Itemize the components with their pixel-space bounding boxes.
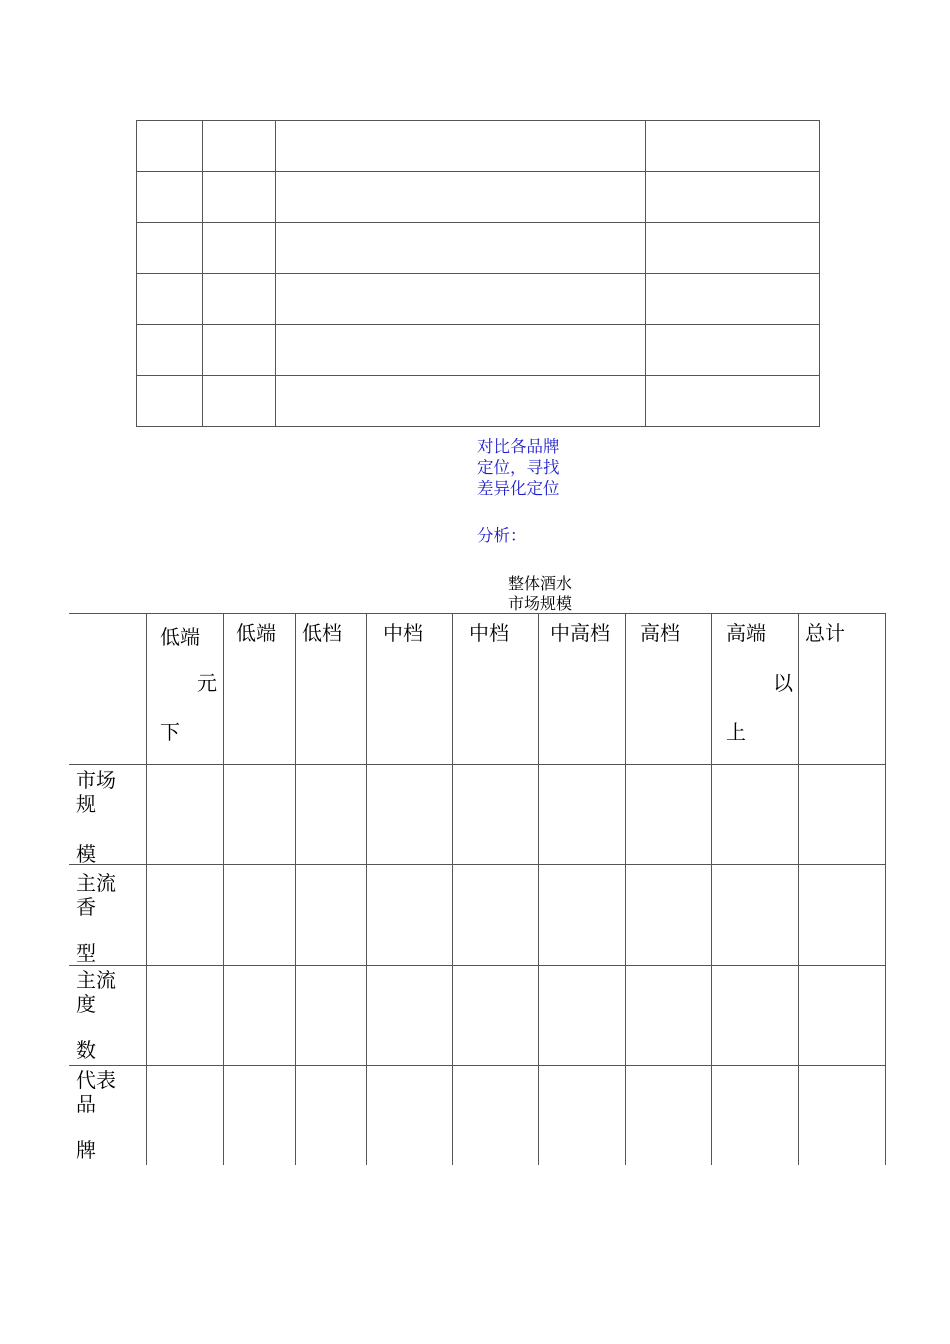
- table-border: [885, 613, 886, 1165]
- row-label-part: 市场: [76, 768, 116, 792]
- table-border: [295, 613, 296, 1165]
- header-total: 总计: [805, 621, 845, 645]
- market-size-table: [69, 613, 886, 1165]
- header-mid-high-grade: 中高档: [550, 621, 610, 645]
- table-border: [69, 1065, 886, 1066]
- row-label-main-proof: [76, 968, 136, 1062]
- table-cell: [137, 376, 203, 427]
- table-cell: [203, 172, 276, 223]
- table-cell: [203, 325, 276, 376]
- row-label-main-aroma: [76, 871, 136, 965]
- table-border: [711, 613, 712, 1165]
- row-label-part: 模: [76, 842, 96, 866]
- table-cell: [203, 223, 276, 274]
- table-cell: [276, 121, 646, 172]
- table-cell: [276, 325, 646, 376]
- table-row: [137, 172, 820, 223]
- table-row: [137, 223, 820, 274]
- row-label-part: 牌: [76, 1138, 96, 1162]
- table-border: [69, 764, 886, 765]
- table-cell: [137, 172, 203, 223]
- table-cell: [646, 274, 820, 325]
- table-cell: [203, 121, 276, 172]
- table-cell: [137, 223, 203, 274]
- row-label-part: 品: [76, 1092, 96, 1116]
- table-cell: [646, 172, 820, 223]
- table-border: [69, 613, 886, 614]
- table-cell: [137, 274, 203, 325]
- table-border: [69, 864, 886, 865]
- table-border: [146, 613, 147, 1165]
- table-cell: [646, 223, 820, 274]
- table-border: [625, 613, 626, 1165]
- table-row: [137, 325, 820, 376]
- row-label-part: 代表: [76, 1068, 116, 1092]
- table-row: [137, 274, 820, 325]
- row-label-part: 规: [76, 792, 96, 816]
- note-line: 对比各品牌: [477, 437, 560, 456]
- row-label-part: 度: [76, 992, 96, 1016]
- row-label-part: 主流: [76, 871, 116, 895]
- header-low-end-label: 低端: [160, 625, 200, 649]
- header-low-end-2: 低端: [236, 621, 276, 645]
- row-label-representative-brand: [76, 1068, 136, 1162]
- table-cell: [276, 172, 646, 223]
- row-label-part: 数: [76, 1038, 96, 1062]
- table-cell: [137, 325, 203, 376]
- table-cell: [646, 325, 820, 376]
- header-mid-grade-2: 中档: [469, 621, 509, 645]
- table-border: [69, 965, 886, 966]
- caption-line: 整体酒水: [508, 574, 573, 593]
- header-below-label: 下: [160, 720, 180, 744]
- header-mid-grade: 中档: [383, 621, 423, 645]
- table-cell: [646, 376, 820, 427]
- header-high-end-label: 高端: [726, 621, 766, 645]
- table-cell: [137, 121, 203, 172]
- table-cell: [276, 223, 646, 274]
- header-yuan-label: 元: [197, 671, 217, 695]
- table-border: [538, 613, 539, 1165]
- row-label-market-size: [76, 768, 136, 866]
- table-border: [798, 613, 799, 1165]
- table-row: [137, 121, 820, 172]
- header-high-grade: 高档: [640, 621, 680, 645]
- top-empty-table: [136, 120, 820, 427]
- table-cell: [276, 274, 646, 325]
- row-label-part: 型: [76, 941, 96, 965]
- header-low-grade: 低档: [302, 621, 342, 645]
- caption-line: 市场规模: [508, 594, 573, 613]
- comparison-note: [477, 436, 560, 499]
- table-row: [137, 376, 820, 427]
- table-caption: [508, 574, 572, 614]
- note-line: 定位，寻找: [477, 458, 560, 477]
- table-border: [366, 613, 367, 1165]
- header-above-label-2: 上: [726, 720, 746, 744]
- table-cell: [276, 376, 646, 427]
- row-label-part: 香: [76, 895, 96, 919]
- table-border: [223, 613, 224, 1165]
- table-cell: [203, 274, 276, 325]
- header-above-label: 以: [773, 671, 793, 695]
- note-line: 差异化定位: [477, 479, 560, 498]
- table-border: [452, 613, 453, 1165]
- table-cell: [203, 376, 276, 427]
- row-label-part: 主流: [76, 968, 116, 992]
- table-cell: [646, 121, 820, 172]
- analysis-label: 分析：: [477, 526, 527, 545]
